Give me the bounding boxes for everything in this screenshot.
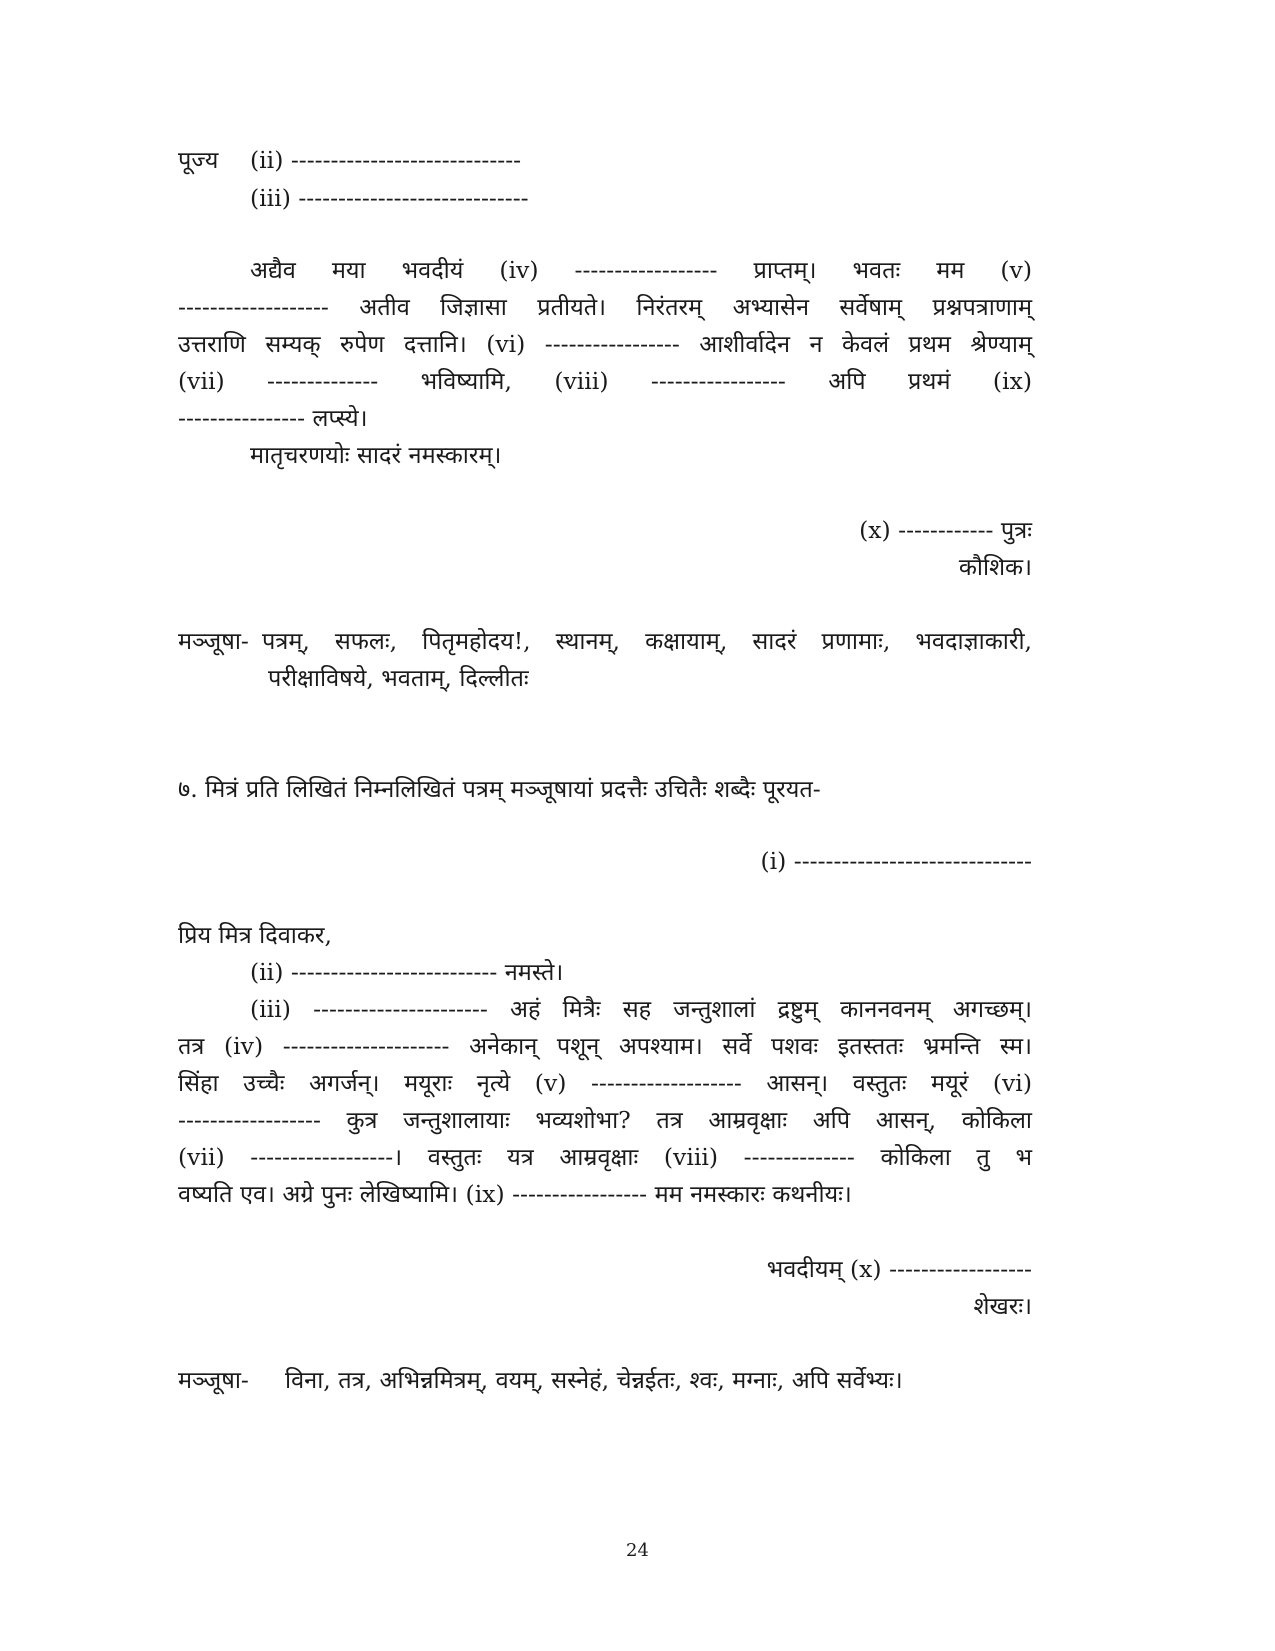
word-box-words: परीक्षाविषये, भवताम्, दिल्लीतः — [268, 664, 529, 692]
letter2-body-line: तत्र (iv) --------------------- अनेकान् पशून् अपश्याम। सर्वे पशवः इतस्ततः भ्रमन्ति स्म। — [178, 1032, 1032, 1060]
greeting: प्रिय मित्र दिवाकर, — [178, 921, 332, 949]
letter1-signature: कौशिक। — [958, 553, 1032, 581]
letter1-closing: मातृचरणयोः सादरं नमस्कारम्। — [250, 441, 502, 469]
salutation-label: पूज्य — [178, 146, 219, 174]
letter2-body-line: (iii) ---------------------- अहं मित्रैः सह जन्तुशालां द्रष्टुम् काननवनम् अगच्छम्। — [250, 995, 1032, 1023]
address-blank: (i) ------------------------------ — [760, 847, 1032, 875]
letter1-body-line: उत्तराणि सम्यक् रुपेण दत्तानि। (vi) ----------------- आशीर्वादेन न केवलं प्रथम श्रेण्याम् — [178, 330, 1032, 358]
word-box-label: मञ्जूषा- — [178, 627, 249, 655]
word-box-words: विना, तत्र, अभिन्नमित्रम्, वयम्, सस्नेहं, चेन्नईतः, श्वः, मग्नाः, अपि सर्वेभ्यः। — [285, 1366, 903, 1394]
letter1-body-line: अद्यैव मया भवदीयं (iv) ------------------ प्राप्तम्। भवतः मम (v) — [250, 256, 1032, 284]
question-heading: ७. मित्रं प्रति लिखितं निम्नलिखितं पत्रम् मञ्जूषायां प्रदत्तैः उचितैः शब्दैः पूरयत- — [178, 775, 821, 803]
letter2-body-line: सिंहा उच्चैः अगर्जन्। मयूराः नृत्ये (v) ------------------- आसन्। वस्तुतः मयूरं (vi) — [178, 1069, 1032, 1097]
letter1-sign-line: (x) ------------ पुत्रः — [859, 516, 1032, 544]
letter1-body-line: ---------------- लप्स्ये। — [178, 404, 368, 432]
letter2-sign-line: भवदीयम् (x) ------------------ — [766, 1255, 1032, 1283]
letter2-signature: शेखरः। — [973, 1292, 1032, 1320]
salutation-blank-ii: (ii) ----------------------------- — [250, 146, 522, 174]
letter2-body-line: वष्यति एव। अग्रे पुनः लेखिष्यामि। (ix) ----------------- मम नमस्कारः कथनीयः। — [178, 1180, 852, 1208]
letter2-body-line: ------------------ कुत्र जन्तुशालायाः भव्यशोभा? तत्र आम्रवृक्षाः अपि आसन्, कोकिला — [178, 1106, 1032, 1134]
word-box-label: मञ्जूषा- — [178, 1366, 249, 1394]
letter1-body-line: (vii) -------------- भविष्यामि, (viii) ----------------- अपि प्रथमं (ix) — [178, 367, 1032, 395]
page-number: 24 — [626, 1540, 649, 1561]
letter1-body-line: ------------------- अतीव जिज्ञासा प्रतीयते। निरंतरम् अभ्यासेन सर्वेषाम् प्रश्नपत्राणाम् — [178, 293, 1032, 321]
letter2-body-line: (vii) ------------------। वस्तुतः यत्र आम्रवृक्षाः (viii) -------------- कोकिला तु भ — [178, 1143, 1032, 1171]
salutation-blank-iii: (iii) ----------------------------- — [250, 184, 529, 212]
word-box-words: पत्रम्, सफलः, पितृमहोदय!, स्थानम्, कक्षायाम्, सादरं प्रणामाः, भवदाज्ञाकारी, — [262, 627, 1032, 655]
namaste-line: (ii) -------------------------- नमस्ते। — [250, 958, 564, 986]
